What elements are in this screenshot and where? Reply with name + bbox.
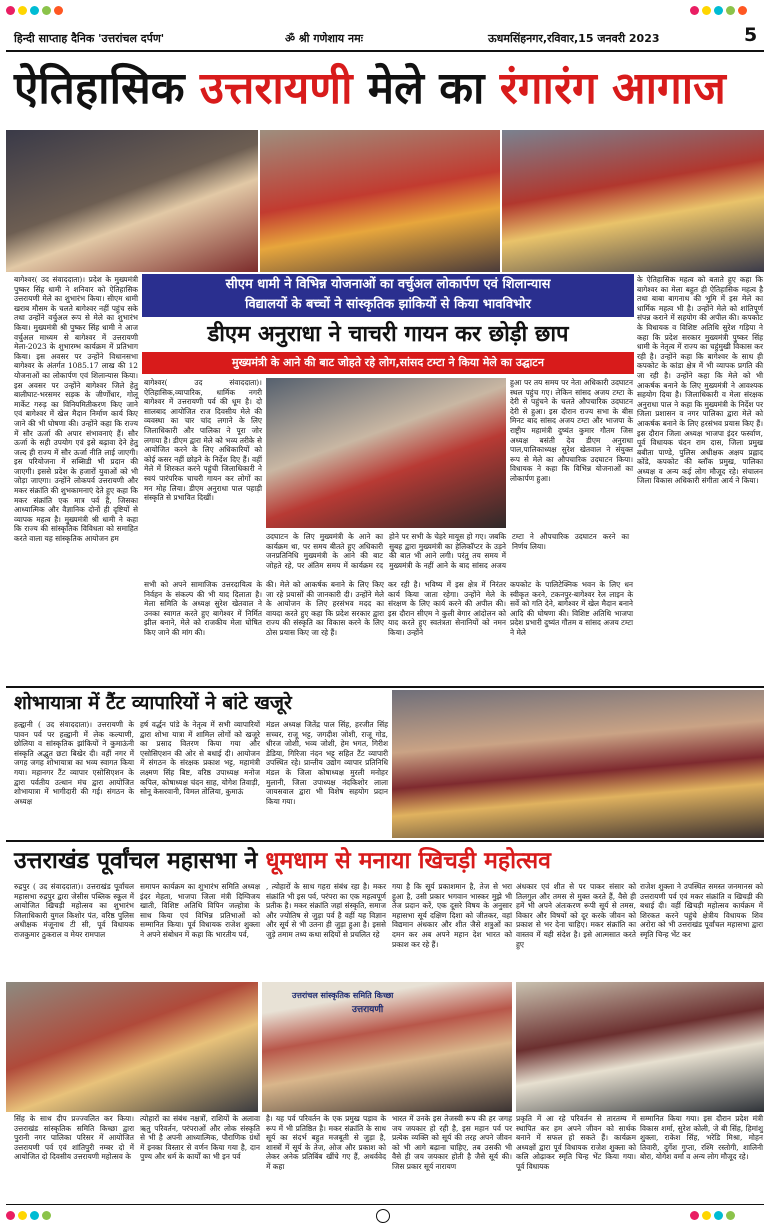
color-dot <box>18 6 27 15</box>
color-dot <box>30 6 39 15</box>
color-dot <box>702 6 711 15</box>
header-rule <box>6 50 764 52</box>
photo-dm-chachari <box>266 378 506 528</box>
story3-headline: शोभायात्रा में टैंट व्यापारियों ने बांटे खजूरे <box>14 692 292 714</box>
story2-column: कर रही है। भविष्य में इस क्षेत्र में निरंतर कार्य किया जाता रहेगा। उन्होंने मेले के संरक्षण के लिए कार्य करने की अपील की। इस दौरान सीएम ने कुली बेगार आंदोलन को याद करते हुए स्वतंत्रता सेनानियों को नमन किया। उन्होंने <box>388 580 506 637</box>
headline-part: उत्तराखंड पूर्वांचल महासभा ने <box>14 848 258 874</box>
story4-column: , त्योहारों के साथ गहरा संबंध रहा है। मकर संक्रांति भी इस पर्व, परंपरा का एक महत्वपूर्ण प्रतीक है। मकर संक्रांति जहां संस्कृति, समाज और ज्योतिष से जुड़ा पर्व है वहीं यह विज्ञान और सूर्य से भी उतना ही जुड़ा हुआ है। इससे जुड़े तमाम तथ्य कथा सदियों से प्रचलित रहे <box>266 882 386 939</box>
story2-headline: डीएम अनुराधा ने चाचरी गायन कर छोड़ी छाप <box>207 322 569 347</box>
color-dot <box>6 1211 15 1220</box>
color-dot <box>714 1211 723 1220</box>
color-dot <box>702 1211 711 1220</box>
color-dot <box>714 6 723 15</box>
story4-column: अंधकार एवं शीत से पर पाकर संसार को तिलगुल और तमस से मुक्त करते हैं, वैसे ही हमें भी अपने अंतःकरण रूपी सूर्य से तमस, विकार और विषयों को दूर करके जीवन को प्रकाश से भर देना चाहिए। मकर संक्रांति का वास्तव में यही संदेश है। इसे आत्मसात करते हुए <box>516 882 636 949</box>
color-dot <box>30 1211 39 1220</box>
headline-part: धूमधाम से मनाया खिचड़ी महोत्सव <box>265 848 551 874</box>
story4-column: सिंह के साथ दीप प्रज्ज्वलित कर किया। उत्तराखंड सांस्कृतिक समिति किच्छा द्वारा पुरानी नगर पालिका परिसर में आयोजित उत्तरायणी पर्व एवं शांतिपुरी नम्बर दो में आयोजित दो दिवसीय उत्तरायणी महोत्सव के <box>14 1114 134 1162</box>
color-dot <box>42 1211 51 1220</box>
stage-banner-text: उत्तरांचल सांस्कृतिक समिति किच्छा <box>292 991 394 1000</box>
story4-column: समापन कार्यक्रम का शुभारंभ समिति अध्यक्ष इंदर मेहता, भाजपा जिला मंत्री दिग्विजय खाती, विशिष्ट अतिथि विपिन जल्होत्रा के साथ किया एवं विभिन्न प्रतिभाओं को सम्मानित किया। पूर्व विधायक राजेश शुक्ला ने अपने संबोधन में कहा कि भारतीय पर्व, <box>140 882 260 939</box>
headline-part: रंगारंग आगाज <box>499 63 726 114</box>
color-dot <box>690 1211 699 1220</box>
story1-banner <box>142 274 634 317</box>
story1-headline <box>14 58 764 128</box>
color-dot <box>738 6 747 15</box>
story3-column: मंडल अध्यक्ष जितेंद्र पाल सिंह, हरजीत सिंह सच्चर, राजू भट्ट, जगदीश जोशी, राजू गोड, धीरज जोशी, भव्य जोशी, हेम भगत, गिरीश डेडिया, गिरिजा नंदन भट्ट सहित टैंट व्यापारी उपस्थित रहे। प्रान्तीय उद्योग व्यापार प्रतिनिधि मंडल के जिला कोषाध्यक्ष मुरली मनोहर मुलानी, जिला उपाध्यक्ष नंदकिशोर लाला जायसवाल द्वारा भी विशेष सहयोग प्रदान किया गया। <box>266 720 388 806</box>
stage-banner-text: उत्तरायणी <box>352 1005 384 1015</box>
photo-crowd-street <box>502 130 764 272</box>
headline-part: उत्तरायणी <box>199 63 353 114</box>
footer-rule <box>6 1204 764 1205</box>
color-dot <box>42 6 51 15</box>
story2-column: सभी को अपने सामाजिक उत्तरदायित्व के निर्वहन के संकल्प की भी याद दिलाता है। मेला समिति के अध्यक्ष सुरेश खेतवाल ने उनका स्वागत करते हुए बागेश्वर में निर्मित झील बनाने, मेले को राजकीय मेला घोषित किए जाने की मांग की। <box>144 580 262 637</box>
story2-subhead: मुख्यमंत्री के आने की बाट जोहते रहे लोग,सांसद टम्टा ने किया मेले का उद्घाटन <box>142 352 634 374</box>
invocation: ॐ श्री गणेशाय नमः <box>285 32 363 45</box>
story4-column: प्रकृति में आ रहे परिवर्तन से तारतम्य में स्थापित कर हम अपने जीवन को सार्थक बनाने में सफल हो सकते हैं। कार्यक्रम अध्यक्षों द्वारा पूर्व विधायक राजेश शुक्ला को कलि ओढ़ाकर स्मृति चिन्ह भेंट किया गया। पूर्व विधायक <box>516 1114 636 1171</box>
color-dot <box>18 1211 27 1220</box>
paper-name: हिन्दी साप्ताह दैनिक 'उत्तरांचल दर्पण' <box>14 32 165 45</box>
story4-column: त्योहारों का संबंध नक्षत्रों, राशियों के अलावा ऋतु परिवर्तन, परंपराओं और लोक संस्कृति से भी है अपनी आध्यात्मिक, पौराणिक ग्रंथों में इनका विस्तार से वर्णन किया गया है, दान पुण्य और धर्म के कार्यों का भी इन पर्व <box>140 1114 260 1162</box>
photo-folk-procession <box>260 130 500 272</box>
story4-headline <box>14 842 764 880</box>
photo-felicitation <box>516 982 764 1112</box>
photo-tent-traders <box>392 690 764 838</box>
story2-column: बागेश्वर( उद संवाददाता)। ऐतिहासिक,व्यापारिक, धार्मिक नगरी बागेश्वर में उत्तरायणी पर्व की धूम है। दो सालबाद आयोजित राज दिवसीय मेले की व्यवस्था का चार चांद लगाने के लिए जिलाधिकारी और पालिका ने पूरा जोर लगाया है। डीएम द्वारा मेले को भव्य तरीके से आयोजित करने के लिए अधिकारियों को कोई कसर नहीं छोड़ने के निर्देश दिए हैं। वहीं मेले में शिरकत करने पहुंची जिलाधिकारी ने स्वयं पारंपरिक चाचरी गायन कर लोगों का मन मोह लिया। डीएम अनुराधा पाल पहाड़ी संस्कृति से प्रभावित दिखीं। <box>144 378 262 503</box>
story4-column: है। यह पर्व परिवर्तन के एक प्रमुख पड़ाव के रूप में भी प्रतिष्ठित है। मकर संक्रांति के साथ सूर्य का संदर्भ बहुत मजबूती से जुड़ा है, शास्त्रों में सूर्य के तेज, ओज और प्रकाश को लेकर अनेक प्रतिबिंब खींचे गए हैं, अथर्ववेद में कहा <box>266 1114 386 1171</box>
story1-left-column: बागेश्वर( उद संवाददाता)। प्रदेश के मुख्यमंत्री पुष्कर सिंह धामी ने शनिवार को ऐतिहासिक उत्तरायणी मेले का शुभारंभ किया। सीएम धामी खराब मौसम के चलते बागेश्वर नहीं पहुंच सके तथा उन्होंने वर्चुअल रूप से मेले का शुभारंभ किया। मुख्यमंत्री श्री पुष्कर सिंह धामी ने आज वर्चुअल माध्यम से बागेश्वर में उत्तरायणी मेला-2023 के शुभारम्भ कार्यक्रम में प्रतिभाग किया। इस अवसर पर उन्होंने विधानसभा बागेश्वर के अंतर्गत 1085.17 लाख की 12 योजनाओं का लोकार्पण एवं शिलान्यास किया। इस अवसर पर उन्होंने बागेश्वर जिले हेतु बालीघाट-भरसमर सड़क के जीर्णोंधार, गोलू मार्केट गरुड़ का विनियमितीकरण किए जाने एवं बागेश्वर में खेल मैदान निर्माण कार्य किए जाने की भी घोषणा की। उन्होंने कहा कि राज्य में सौर ऊर्जा की अपार संभावनाएं हैं। सौर ऊर्जा के सही उपयोग एवं इसे बढ़ावा देने हेतु जल्द ही राज्य में सौर ऊर्जा नीति लाई जाएगी। इस परियोजना में सब्सिडी भी प्रदान की जाएगी। इससे प्रदेश के हजारों युवाओं को भी जोड़ा जाएगा। उन्होंने लोकपर्व उत्तरायणी और मकर संक्रांति की शुभकामनाएं देते हुए कहा कि मकर संक्रांति एक मात्र पर्व है, जिसका आध्यात्मिक और वैज्ञानिक दोनों ही दृष्टियों से व्यापक महत्व है। मुख्यमंत्री श्री धामी ने कहा कि राज्य की सांस्कृतिक विविधता को समाहित करते वाला यह सांस्कृतिक आयोजन हम <box>14 275 138 544</box>
story4-column: रुद्रपुर ( उद संवाददाता)। उत्तराखंड पूर्वांचल महासभा रुद्रपुर द्वारा जेसीस पब्लिक स्कूल में आयोजित खिचड़ी महोत्सव का शुभारंभ जिलाधिकारी युगल किशोर पंत, वरिष्ठ पुलिस अधीक्षक मंजूनाथ टी सी, पूर्व विधायक राजकुमार ठुकराल व मेयर रामपाल <box>14 882 134 939</box>
story2-column: कपकोट के पालिटेक्निक भवन के लिए धन स्वीकृत करने, टकनपुर-बागेश्वर रेल लाइन के सर्वे को गति देने, बागेश्वर में खेल मैदान बनाने आदि की घोषणा की। विशिष्ट अतिथि भाजपा प्रदेश प्रभारी दुष्यंत गौतम व सांसद अजय टम्टा ने मेले <box>510 580 633 637</box>
story2-column: हुआ पर तय समय पर नेता अधिकारी उदघाटन स्थल पहुंच गए। लेकिन सांसद अजय टम्टा के देरी से पहुंचने के चलते औपचारिक उदघाटन देरी से हुआ। इस दौरान राज्य सभा के बीस मिनट बाद सांसद अजय टम्टा और भाजपा के राष्ट्रीय महामंत्री दुष्यंत कुमार गौतम जिस अध्यक्ष बसंती देव डीएम अनुराधा पाल,पालिकाध्यक्ष सुरेश खेतवाल ने संयुक्त रूप से मेले का औपचारिक उदघाटन किया। विधायक ने कहा कि विभिन्न योजनाओं का लोकार्पण हुआ। <box>510 378 633 483</box>
story4-column: सम्मानित किया गया। इस दौरान प्रदेश मंत्री विकास शर्मा, सुरेश कोली, जे बी सिंह, हिमांशु शुक्ला, राकेश सिंह, भरेडि मिश्रा, मोहन तिवारी, दुर्गेश गुप्ता, रश्मि रस्तोगी, शालिनी बोरा, योगेश वर्मा व अन्य लोग मौजूद रहे। <box>640 1114 763 1162</box>
story4-column: भारत में उनके इस तेजस्वी रूप की हर जगह जय जयकार हो रही है, इस महान पर्व पर प्रत्येक व्यक्ति को सूर्य की तरह अपने जीवन को भी आगे बढ़ाना चाहिए, तब उसकी भी वैसे ही जय जयकार होती है जैसे सूर्य की। जिस प्रकार सूर्य नारायण <box>392 1114 512 1171</box>
photo-lamp-lighting <box>6 982 258 1112</box>
story1-right-column: के ऐतिहासिक महत्व को बताते हुए कहा कि बागेश्वर का मेला बहुत ही ऐतिहासिक महत्व है तथा बाबा बागनाथ की भूमि में इस मेले का धार्मिक महत्व भी है। उन्होंने मेले को शांतिपूर्ण संपन्न कराने में सहयोग की अपील की। कपकोट के विधायक व विशिष्ट अतिथि सुरेश गड़िया ने कहा कि प्रदेश सरकार मुख्यमंत्री पुष्कर सिंह धामी के नेतृत्व में राज्य का चहुंमुखी विकास कर रही है। उन्होंने कहा कि बागेश्वर के साथ ही कपकोट के कांडा क्षेत्र में भी व्यापक प्रगति की जा रही है। उन्होंने कहा कि मेले को भी आकर्षक बनाने के लिए मुख्यमंत्री ने आवश्यक सहयोग दिया है। जिलाधिकारी व मेला संरक्षक अनुराधा पाल ने कहा कि मुख्यमंत्री के निर्देश पर जिला प्रशासन व नगर पालिका द्वारा मेले को आकर्षक बनाने के लिए हरसंभव प्रयास किए हैं। इस दौरान जिला अध्यक्ष भाजपा इंदर फर्स्वाण, पूर्व विधायक चंदन राम दास, जिला प्रमुख बबीता पाण्डे, पुलिस अधीक्षक अक्षय प्रह्लाद कोंडे, कपकोट की ब्लॉक प्रमुख, पालिका अध्यक्ष व अन्य कई लोग मौजूद रहे। संचालन जिला विकास अधिकारी संगीता आर्य ने किया। <box>637 275 763 486</box>
color-dot <box>726 6 735 15</box>
registration-mark <box>376 1209 390 1223</box>
dateline: ऊधमसिंहनगर,रविवार,15 जनवरी 2023 <box>488 32 660 45</box>
story3-column: हर्ष वर्द्धन पांडे के नेतृत्व में सभी व्यापारियों द्वारा शोभा यात्रा में शामिल लोगों को खजूरे का प्रसाद वितरण किया गया और एसोसिएशन की ओर से बधाई दी। आयोजन में संगठन के संरक्षक प्रकाश भट्ट, महामंत्री लक्ष्मण सिंह बिष्ट, वरिष्ठ उपाध्यक्ष मनोज कपिल, कोषाध्यक्ष चंदन साह, योगेश तिवाड़ी, सोनू केसरवानी, विमल तोलिया, कुमाऊं <box>140 720 260 797</box>
photo-cm-cutting-ribbon <box>6 130 258 272</box>
story3-column: हल्द्वानी ( उद संवाददाता)। उत्तरायणी के पावन पर्व पर हल्द्वानी में लेक कल्याणी, छोलिया व सांस्कृतिक झांकियों ने कुमाऊंनी संस्कृति अद्भुत छटा बिखेर दी। वहीं नगर में जगह जगह शोभायात्रा का भव्य स्वागत किया गया। महानगर टैंट व्यापार एसोसिएशन के द्वारा पर्वतीय उत्थान मंच द्वारा आयोजित शोभायात्रा में भागीदारी की गई। संगठन के अध्यक्ष <box>14 720 134 806</box>
color-dot <box>726 1211 735 1220</box>
story4-column: गया है कि सूर्य प्रकाशमान है, तेज से भरा हुआ है, उसी प्रकार भगवान भास्कर मुझे भी तेज प्रदान करें, एक दूसरे विषय के अनुसार महासभा सूर्य दक्षिण दिशा को जीतकर, वहां विद्यमान अंधकार और शीत जैसे शत्रुओं का दमन कर अब अपने महान देश भारत को प्रकाश कर रहे हैं। <box>392 882 512 949</box>
color-dot <box>690 6 699 15</box>
page-number: 5 <box>744 24 758 46</box>
story4-column: राजेश शुक्ला ने उपस्थित समस्त जनमानस को उत्तरायणी पर्व एवं मकर संक्रांति व खिचड़ी की बधाई दी। वहीं खिचड़ी महोत्सव कार्यक्रम में शिरकत करने पहुंचे क्षेत्रीय विधायक शिव अरोरा को भी उत्तराखंड पूर्वांचल महासभा द्वारा स्मृति चिन्ह भेंट कर <box>640 882 763 939</box>
story2-column: उदघाटन के लिए मुख्यमंत्री के आने का कार्यक्रम था, पर समय बीतते हुए अधिकारी जनप्रतिनिधि मुख्यमंत्री के आने की बाट जोहते रहे, पर अंतिम समय में कार्यक्रम रद होने पर सभी के चेहरे मायूस हो गए। जबकि सुबह द्वारा मुख्यमंत्री का हेलिकॉप्टर के उड़ने की बात भी आने लगी। परंतु तय समय में मुख्यमंत्री के नहीं आने के बाद सांसद अजय टम्टा ने औपचारिक उदघाटन करने का निर्णय लिया। <box>266 532 629 570</box>
color-dot <box>6 6 15 15</box>
banner-line: विद्यालयों के बच्चों ने सांस्कृतिक झांकियों से किया भावविभोर <box>245 297 531 312</box>
headline-part: मेले का <box>367 63 485 114</box>
headline-part: ऐतिहासिक <box>14 63 185 114</box>
color-dot <box>54 6 63 15</box>
banner-line: सीएम धामी ने विभिन्न योजनाओं का वर्चुअल लोकार्पण एवं शिलान्यास <box>225 277 551 292</box>
photo-stage-event <box>262 982 512 1112</box>
story2-column: की। मेले को आकर्षक बनाने के लिए किए जा रहे प्रयासों की जानकारी दी। उन्होंने मेले के आयोजन के लिए हरसंभव मदद का वायदा करते हुए कहा कि प्रदेश सरकार द्वारा राज्य की संस्कृति का विकास करने के लिए ठोस प्रयास किए जा रहे हैं। <box>266 580 384 637</box>
